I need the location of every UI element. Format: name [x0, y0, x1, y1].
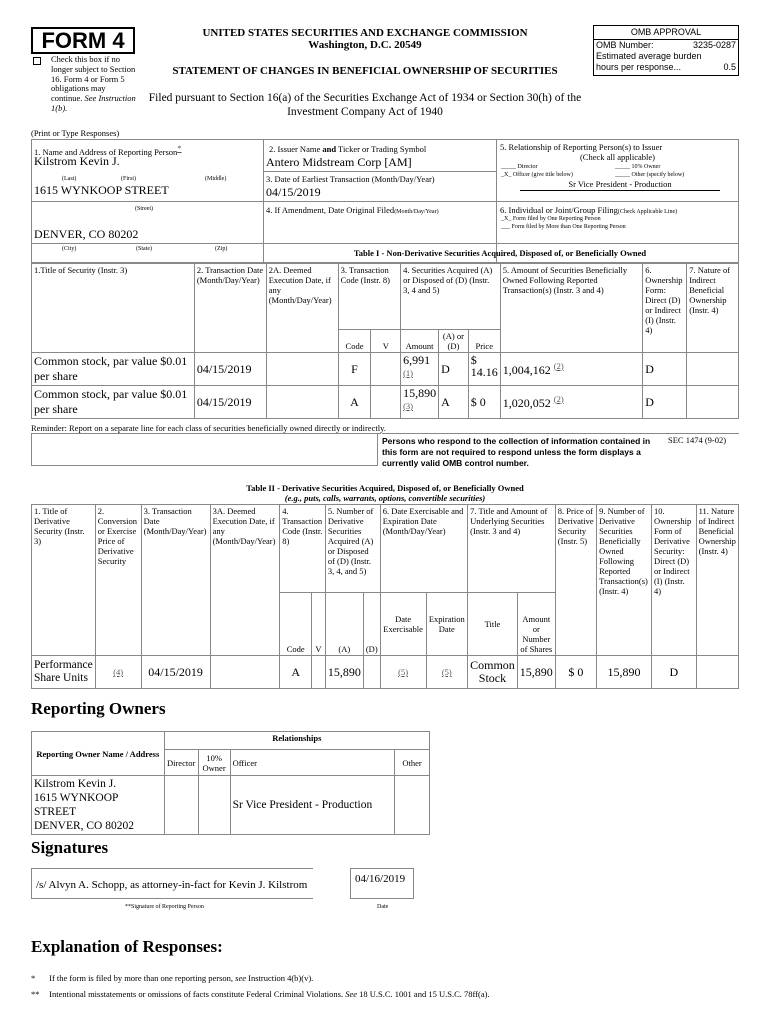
grid-line — [31, 201, 739, 202]
t1-h-date: 2. Transaction Date (Month/Day/Year) — [194, 264, 266, 353]
t1-h-amount: Amount — [401, 330, 439, 353]
ro-owner-name: Kilstrom Kevin J. — [34, 778, 117, 790]
ro-h-name: Reporting Owner Name / Address — [32, 732, 165, 776]
last-label: (Last) — [62, 176, 77, 182]
first-label: (First) — [121, 176, 136, 182]
t2-h-nature: 11. Nature of Indirect Beneficial Ownership (Instr. 4) — [696, 505, 738, 656]
grid-line — [263, 243, 739, 244]
t1-h-deemed: 2A. Deemed Execution Date, if any (Month/Day/Year) — [266, 264, 338, 353]
t1-price: $ 0 — [468, 386, 500, 419]
star-footnote-link[interactable]: * — [177, 143, 182, 153]
t2-u-title: Common Stock — [468, 656, 518, 689]
t1-form: D — [643, 353, 687, 386]
t2-h-exercisable: 6. Date Exercisable and Expiration Date (Month/Day/Year) — [380, 505, 467, 593]
box1-label: 1. Name and Address of Reporting Person* — [34, 143, 182, 157]
t1-v — [371, 386, 401, 419]
t1-title: Common stock, par value $0.01 per share — [32, 386, 195, 419]
ro-h-ten-pct: 10% Owner — [198, 750, 230, 776]
omb-number-row — [594, 40, 738, 51]
persons-notice: Persons who respond to the collection of information contained in this form are not required to respond unless the form displays a currently valid OMB control number. — [382, 436, 651, 468]
agency-location: Washington, D.C. 20549 — [308, 39, 422, 51]
ro-other — [395, 776, 430, 835]
agency-name: UNITED STATES SECURITIES AND EXCHANGE COMMISSION — [202, 27, 528, 39]
form-title-box — [31, 27, 135, 54]
ro-owner-street: 1615 WYNKOOP STREET — [34, 792, 119, 818]
omb-burden-label: Estimated average burden — [596, 51, 702, 61]
t1-code: A — [338, 386, 371, 419]
t2-exp — [426, 656, 468, 689]
t2-h-price: 8. Price of Derivative Security (Instr. 5) — [555, 505, 596, 656]
t1-nature — [687, 353, 739, 386]
table2 — [31, 504, 739, 689]
t1-row — [32, 353, 739, 386]
omb-hours: 0.5 — [723, 62, 736, 72]
t2-code: A — [280, 656, 312, 689]
ro-h-officer: Officer — [230, 750, 394, 776]
t1-nature — [687, 386, 739, 419]
omb-hours-label: hours per response... — [596, 62, 682, 72]
table2-subtitle: (e.g., puts, calls, warrants, options, convertible securities) — [284, 493, 486, 503]
t1-h-ownership-form: 6. Ownership Form: Direct (D) or Indirect (I) (Instr. 4) — [643, 264, 687, 353]
t1-h-v: V — [371, 330, 401, 353]
filed-pursuant — [140, 91, 590, 119]
form-title: FORM 4 — [41, 28, 125, 53]
t2-h-form: 10. Ownership Form of Derivative Security: Direct (D) or Indirect (I) (Instr. 4) — [651, 505, 696, 656]
street-value: 1615 WYNKOOP STREET — [34, 183, 169, 197]
zip-label: (Zip) — [215, 246, 228, 252]
t1-h-code: 3. Transaction Code (Instr. 8) — [338, 264, 401, 330]
t1-ad: D — [439, 353, 469, 386]
t2-h-exp: Expiration Date — [426, 593, 468, 656]
t1-row — [32, 386, 739, 419]
t2-v — [312, 656, 326, 689]
director-option[interactable]: _____ Director — [501, 164, 538, 170]
omb-title: OMB APPROVAL — [594, 26, 738, 40]
t2-h-u-title: Title — [468, 593, 518, 656]
state-label: (State) — [136, 246, 152, 252]
t2-h-title: 1. Title of Derivative Security (Instr. 3) — [32, 505, 96, 656]
ro-row — [32, 776, 430, 835]
box5-sub: (Check all applicable) — [579, 152, 656, 162]
grid-line — [263, 171, 496, 172]
multi-person-filing[interactable]: ___ Form filed by More than One Reporting Person — [501, 224, 626, 230]
t2-h-v: V — [312, 593, 326, 656]
t1-h-price: Price — [468, 330, 500, 353]
box5-label: 5. Relationship of Reporting Person(s) to Issuer — [500, 142, 663, 152]
t1-price: $ 14.16 — [468, 353, 500, 386]
t2-date-ex — [380, 656, 426, 689]
t2-form: D — [651, 656, 696, 689]
t2-h-number: 5. Number of Derivative Securities Acquired (A) or Disposed of (D) (Instr. 3, 4, and 5) — [325, 505, 380, 593]
t2-owned: 15,890 — [597, 656, 652, 689]
box2-label: 2. Issuer Name and Ticker or Trading Symbol — [269, 144, 427, 154]
city-label: (City) — [62, 246, 77, 252]
footnote-1-link[interactable]: (1) — [403, 368, 414, 378]
ro-h-other: Other — [395, 750, 430, 776]
filed-line-2: Investment Company Act of 1940 — [287, 106, 443, 118]
ten-pct-owner-option[interactable]: _____ 10% Owner — [615, 164, 661, 170]
signatures-heading: Signatures — [31, 838, 109, 857]
city-value: DENVER, CO 80202 — [34, 227, 139, 241]
ro-h-relationships: Relationships — [164, 732, 429, 750]
t2-h-date-ex: Date Exercisable — [380, 593, 426, 656]
signature-text: /s/ Alvyn A. Schopp, as attorney-in-fact for Kevin J. Kilstrom — [36, 879, 308, 891]
t1-form: D — [643, 386, 687, 419]
earliest-transaction-date: 04/15/2019 — [266, 185, 321, 199]
t2-h-d: (D) — [363, 593, 380, 656]
issuer-name: Antero Midstream Corp [AM] — [266, 155, 412, 169]
omb-number-label: OMB Number: — [596, 40, 654, 50]
t2-deemed — [210, 656, 280, 689]
t2-h-conversion: 2. Conversion or Exercise Price of Derivative Security — [95, 505, 141, 656]
officer-title: Sr Vice President - Production — [520, 180, 720, 191]
t1-code: F — [338, 353, 371, 386]
t2-row — [32, 656, 739, 689]
explanation-note-2: ** Intentional misstatements or omissions of facts constitute Federal Criminal Violations. See 18 U.S.C. 1001 and 15 U.S.C. 78ff(a). — [31, 989, 490, 999]
t2-title: Performance Share Units — [32, 656, 96, 689]
sec-code: SEC 1474 (9-02) — [668, 435, 727, 445]
t1-ad: A — [439, 386, 469, 419]
reminder-box — [31, 434, 378, 466]
filed-line-1: Filed pursuant to Section 16(a) of the Securities Exchange Act of 1934 or Section 30(h) of the — [148, 92, 582, 104]
box6-label: 6. Individual or Joint/Group Filing(Check Applicable Line) — [500, 205, 678, 215]
t1-h-code-sub: Code — [338, 330, 371, 353]
box4-label: 4. If Amendment, Date Original Filed(Month/Day/Year) — [266, 205, 439, 215]
one-person-filing[interactable]: _X_ Form filed by One Reporting Person — [501, 216, 601, 222]
t2-h-owned: 9. Number of Derivative Securities Beneficially Owned Following Reported Transaction(s) (Instr. 4) — [597, 505, 652, 656]
street-label: (Street) — [135, 206, 153, 212]
ro-officer: Sr Vice President - Production — [230, 776, 394, 835]
reporting-person-name: Kilstrom Kevin J. — [34, 154, 120, 168]
t1-h-amount-owned: 5. Amount of Securities Beneficially Owned Following Reported Transaction(s) (Instr. 3 and 4) — [500, 264, 643, 353]
t1-h-title: 1.Title of Security (Instr. 3) — [32, 264, 195, 353]
t1-title: Common stock, par value $0.01 per share — [32, 353, 195, 386]
t1-date: 04/15/2019 — [194, 353, 266, 386]
t2-h-u-amount: Amount or Number of Shares — [517, 593, 555, 656]
t1-v — [371, 353, 401, 386]
notice-line — [382, 433, 739, 434]
signature-date: 04/16/2019 — [355, 873, 406, 885]
statement-title: STATEMENT OF CHANGES IN BENEFICIAL OWNERSHIP OF SECURITIES — [172, 65, 558, 77]
t1-h-ad: (A) or (D) — [439, 330, 469, 353]
ro-h-director: Director — [164, 750, 198, 776]
footnote-4-link[interactable]: (4) — [113, 667, 124, 677]
t1-deemed — [266, 353, 338, 386]
t1-date: 04/15/2019 — [194, 386, 266, 419]
t2-h-deemed: 3A. Deemed Execution Date, if any (Month/Day/Year) — [210, 505, 280, 656]
t2-conversion — [95, 656, 141, 689]
checkbox-text: Check this box if no longer subject to Section 16. Form 4 or Form 5 obligations may continue. See Instruction 1(b). — [51, 54, 136, 113]
grid-line — [31, 243, 263, 244]
footnote-2-link[interactable]: (2) — [553, 360, 564, 371]
table2-title-text: Table II - Derivative Securities Acquired, Disposed of, or Beneficially Owned — [246, 483, 524, 493]
footnote-5-link[interactable]: (5) — [398, 667, 409, 677]
signature-label: **Signature of Reporting Person — [125, 904, 204, 910]
officer-option[interactable]: _X_ Officer (give title below) — [501, 172, 573, 178]
t1-owned: 1,004,162 $^{(2)}$ — [500, 353, 643, 386]
t1-deemed — [266, 386, 338, 419]
t2-price: $ 0 — [555, 656, 596, 689]
reporting-owners-heading: Reporting Owners — [31, 699, 166, 718]
t1-amount: 6,991 (1) — [401, 353, 439, 386]
t2-h-date: 3. Transaction Date (Month/Day/Year) — [141, 505, 210, 656]
explanation-heading: Explanation of Responses: — [31, 937, 223, 956]
other-option[interactable]: _____ Other (specify below) — [615, 172, 685, 178]
footnote-2-link[interactable]: (2) — [553, 393, 564, 404]
t2-nature — [696, 656, 738, 689]
t2-a: 15,890 — [325, 656, 363, 689]
t1-amount: 15,890 (3) — [401, 386, 439, 419]
ro-owner — [32, 776, 165, 835]
t2-h-code: 4. Transaction Code (Instr. 8) — [280, 505, 326, 593]
table2-title — [31, 483, 739, 503]
t1-h-securities: 4. Securities Acquired (A) or Disposed of (D) (Instr. 3, 4 and 5) — [401, 264, 501, 330]
t2-d — [363, 656, 380, 689]
header-center — [150, 27, 580, 51]
box3-label: 3. Date of Earliest Transaction (Month/Day/Year) — [266, 174, 435, 184]
t2-h-code-sub: Code — [280, 593, 312, 656]
omb-hours-row — [594, 62, 738, 73]
t2-h-underlying: 7. Title and Amount of Underlying Securities (Instr. 3 and 4) — [468, 505, 556, 593]
reporting-owners-table — [31, 731, 430, 835]
t2-date: 04/15/2019 — [141, 656, 210, 689]
ro-director — [164, 776, 198, 835]
explanation-note-1: * If the form is filed by more than one reporting person, see Instruction 4(b)(v). — [31, 973, 314, 983]
middle-label: (Middle) — [205, 176, 227, 182]
no-longer-subject-checkbox[interactable] — [33, 57, 41, 65]
footnote-5-link[interactable]: (5) — [441, 667, 452, 677]
t2-u-amount: 15,890 — [517, 656, 555, 689]
table1-title: Table I - Non-Derivative Securities Acquired, Disposed of, or Beneficially Owned — [353, 248, 647, 258]
reminder: Reminder: Report on a separate line for each class of securities beneficially owned directly or indirectly. — [31, 423, 386, 433]
ro-owner-city: DENVER, CO 80202 — [34, 820, 134, 832]
omb-number: 3235-0287 — [692, 40, 736, 50]
t1-owned: 1,020,052 $^{(2)}$ — [500, 386, 643, 419]
date-label: Date — [377, 904, 389, 910]
footnote-3-link[interactable]: (3) — [403, 401, 414, 411]
omb-approval-box — [593, 25, 739, 76]
table1 — [31, 263, 739, 419]
t1-h-nature: 7. Nature of Indirect Beneficial Ownership (Instr. 4) — [687, 264, 739, 353]
print-note: (Print or Type Responses) — [31, 128, 120, 138]
ro-ten-pct — [198, 776, 230, 835]
t2-h-a: (A) — [325, 593, 363, 656]
